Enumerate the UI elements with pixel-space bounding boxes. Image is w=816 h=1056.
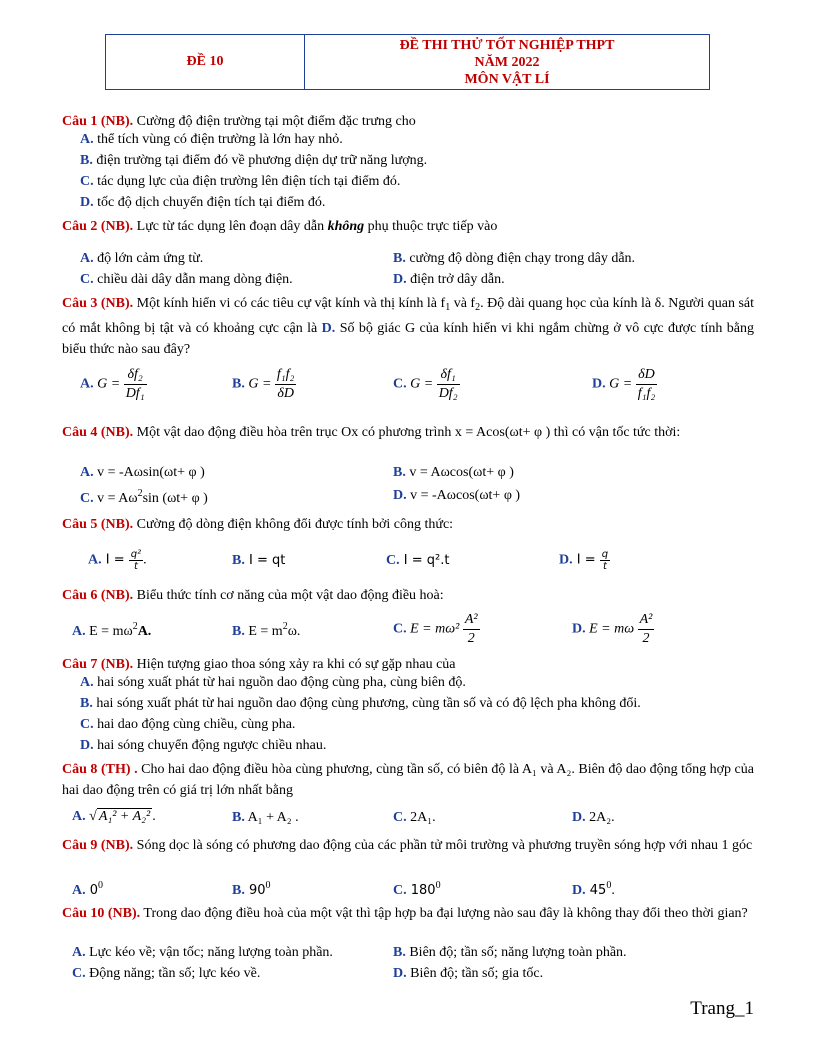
q4-option-a: A. v = -Aωsin(ωt+ φ ) [80,465,205,480]
q10-option-d: D. Biên độ; tần số; gia tốc. [393,966,544,981]
q7-option-a: A. hai sóng xuất phát từ hai nguồn dao động cùng pha, cùng biên độ. [80,675,466,690]
q6-option-d: D. E = mω $\frac{\text{A²}}{2}$ [572,612,653,646]
q5-option-a: A. I = $\frac{\text{q²}}{t}$ . [88,549,147,572]
fraction: $\frac{\text{A²}}{2}$ [639,612,653,646]
q7-option-b: B. hai sóng xuất phát từ hai nguồn dao động cùng phương, cùng tần số và có độ lệch pha không đổi. [80,696,641,711]
q1-option-d: D. tốc độ dịch chuyển điện tích tại điểm đó. [80,195,326,210]
q3-option-c: C. G = $\frac{\text{δf₁}}{\text{Df₂}}$ [393,367,458,401]
question-number: Câu 9 (NB). [62,838,134,853]
q5-option-c: C. I = q².t [386,553,450,568]
fraction: $\frac{q}{t}$ [601,549,609,572]
q10-option-b: B. Biên độ; tần số; năng lượng toàn phần. [393,945,627,960]
fraction: $\frac{\text{q²}}{t}$ [130,549,142,572]
question-number: Câu 2 (NB). [62,219,134,234]
q8-option-b: B. A₁ + A₂ . [232,810,299,825]
question-5: Câu 5 (NB). Cường độ dòng điện không đổi được tính bởi công thức: [62,517,454,532]
question-text: Cường độ điện trường tại một điểm đặc trưng cho [133,114,416,129]
q2-option-d: D. điện trở dây dẫn. [393,272,505,287]
question-1 [62,111,754,132]
q1-option-a: A. thể tích vùng có điện trường là lớn hay nhỏ. [80,132,343,147]
question-4: Câu 4 (NB). Một vật dao động điều hòa trên trục Ox có phương trình x = Acos(ωt+ φ ) thì có vận tốc tức thời: [62,425,681,440]
question-10: Câu 10 (NB). Trong dao động điều hoà của một vật thì tập hợp ba đại lượng nào sau đây là không thay đổi theo thời gian? [62,906,748,921]
question-number: Câu 5 (NB). [62,517,134,532]
question-6: Câu 6 (NB). Biểu thức tính cơ năng của một vật dao động điều hoà: [62,588,444,603]
q5-option-d: D. I = $\frac{q}{t}$ [559,549,609,572]
q2-option-c: C. chiều dài dây dẫn mang dòng điện. [80,272,293,287]
q3-option-b: B. G = $\frac{\text{f₁f₂}}{\delta D}$ [232,367,295,401]
fraction: $\frac{\delta D}{\text{f₁f₂}}$ [637,367,656,401]
question-number: Câu 7 (NB). [62,657,134,672]
q1-option-b: B. điện trường tại điểm đó về phương diện dự trữ năng lượng. [80,153,428,168]
sqrt-icon: √ [89,809,97,824]
question-number: Câu 8 (TH) . [62,762,138,777]
q9-option-a: A. $0^0$ [72,880,104,898]
q8-option-c: C. 2A₁. [393,810,436,825]
q3-option-a: A. G = $\frac{\text{δf₂}}{\text{Df₁}}$ [80,367,145,401]
question-3: Câu 3 (NB). Một kính hiển vi có các tiêu cự vật kính và thị kính là $f_1$ và $f_2$. Độ dài quang học của kính là δ. Người quan sát có mắt không bị tật và có khoảng cực cận là D. Số bộ giác G của kính hiển vi khi ngắm chừng ở vô cực được tính bằng biểu thức nào sau đây? [62,296,755,357]
exam-title-block [305,35,709,89]
question-number: Câu 4 (NB). [62,425,134,440]
fraction: $\frac{\text{f₁f₂}}{\delta D}$ [276,367,295,401]
question-2: Câu 2 (NB). Lực từ tác dụng lên đoạn dây dẫn không phụ thuộc trực tiếp vào [62,219,498,234]
q8-option-d: D. 2A₂. [572,810,615,825]
exam-title-line1: ĐỀ THI THỬ TỐT NGHIỆP THPT [399,37,615,53]
q3-option-d: D. G = $\frac{\delta D}{\text{f₁f₂}}$ [592,367,656,401]
exam-title-line2: NĂM 2022 [474,54,540,70]
q8-option-a: A. √ A₁² + A₂² . [72,809,156,824]
q6-option-a: A. $E = m\omega^2A$. [72,621,152,639]
q6-option-b: B. $E = m^2\omega$. [232,621,301,639]
q4-option-d: D. v = -Aωcos(ωt+ φ ) [393,488,521,503]
page-number: Trang_1 [690,998,754,1019]
fraction: $\frac{\text{δf₁}}{\text{Df₂}}$ [438,367,458,401]
q9-option-b: B. $90^0$ [232,880,271,898]
q4-option-c: C. $v = A\omega^2\sin$ (ωt+ φ ) [80,488,208,506]
q7-option-c: C. hai dao động cùng chiều, cùng pha. [80,717,296,732]
q7-option-d: D. hai sóng chuyển động ngược chiều nhau. [80,738,327,753]
q10-option-a: A. Lực kéo về; vận tốc; năng lượng toàn phần. [72,945,333,960]
emphasis: không [327,219,365,234]
q2-option-b: B. cường độ dòng điện chạy trong dây dẫn. [393,251,636,266]
q5-option-b: B. I = qt [232,553,286,568]
question-number: Câu 3 (NB). [62,296,134,311]
q10-option-c: C. Động năng; tần số; lực kéo về. [72,966,261,981]
q4-option-b: B. v = Aωcos(ωt+ φ ) [393,465,514,480]
question-9: Câu 9 (NB). Sóng dọc là sóng có phương dao động của các phần tử môi trường và phương truyền sóng hợp với nhau 1 góc [62,838,753,853]
fraction: $\frac{\text{A²}}{2}$ [464,612,478,646]
q6-option-c: C. E = mω² $\frac{\text{A²}}{2}$ [393,612,478,646]
header-table [105,34,710,90]
q2-option-a: A. độ lớn cảm ứng từ. [80,251,204,266]
exam-title-line3: MÔN VẬT LÍ [464,71,550,87]
q9-option-c: C. $180^0$ [393,880,441,898]
fraction: $\frac{\text{δf₂}}{\text{Df₁}}$ [125,367,145,401]
exam-code: ĐỀ 10 [106,35,305,89]
question-number: Câu 1 (NB). [62,114,134,129]
question-8: Câu 8 (TH) . Cho hai dao động điều hòa cùng phương, cùng tần số, có biên độ là A₁ và A₂. Biên độ dao động tổng hợp của hai dao động trên có giá trị lớn nhất bằng [62,762,754,798]
q9-option-d: D. $45^0$. [572,880,615,898]
question-number: Câu 10 (NB). [62,906,141,921]
question-7: Câu 7 (NB). Hiện tượng giao thoa sóng xảy ra khi có sự gặp nhau của [62,657,456,672]
question-number: Câu 6 (NB). [62,588,134,603]
q1-option-c: C. tác dụng lực của điện trường lên điện tích tại điểm đó. [80,174,401,189]
